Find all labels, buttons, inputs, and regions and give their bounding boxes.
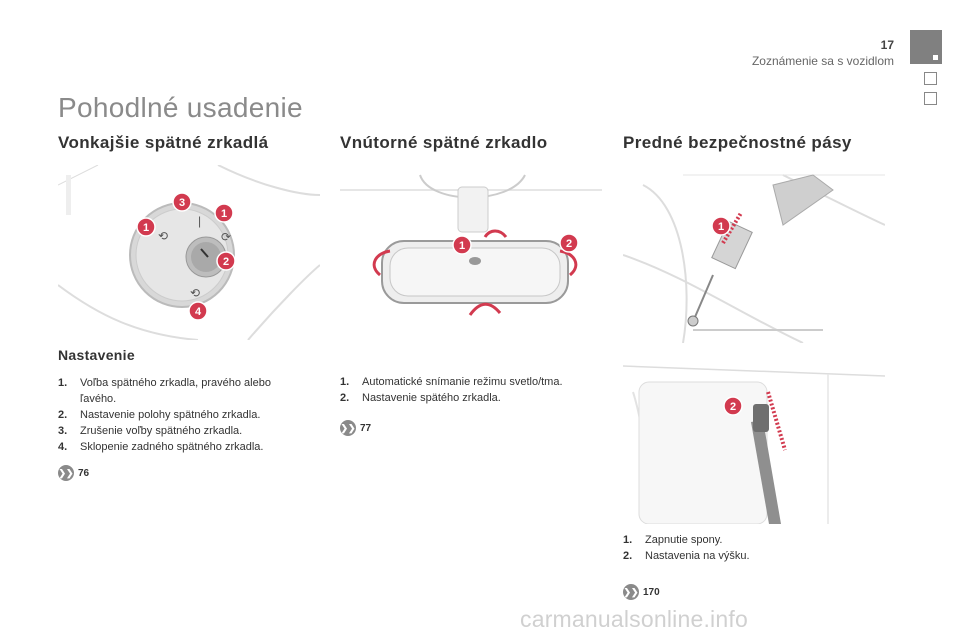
callout-label: 1 (142, 222, 150, 234)
callout-label: 1 (717, 221, 725, 233)
page-reference-link[interactable] (623, 584, 660, 600)
callout-marker (724, 397, 742, 415)
callout-marker (173, 193, 191, 211)
list-item: 1. Automatické snímanie režimu svetlo/tma. (340, 376, 563, 388)
callout-label: 1 (220, 208, 228, 220)
callout-label: 4 (194, 306, 202, 318)
chevron-right-icon: ❯❯ (340, 420, 356, 436)
seat-belts-list (623, 532, 883, 564)
list-item: 3. Zrušenie voľby spätného zrkadla. (58, 425, 243, 437)
callout-marker (217, 252, 235, 270)
chapter-tab (924, 92, 937, 105)
list-item: ľavého. (80, 393, 117, 405)
page-reference-link[interactable] (58, 465, 89, 481)
page-number: 17 (880, 38, 894, 52)
page-reference-number: 76 (78, 467, 90, 479)
outer-mirrors-heading: Vonkajšie spätné zrkadlá (58, 133, 269, 152)
callout-marker (560, 234, 578, 252)
page-title: Pohodlné usadenie (58, 92, 303, 123)
svg-text:|: | (198, 214, 202, 228)
page-reference-number: 170 (643, 586, 660, 598)
inner-mirror-heading: Vnútorné spätné zrkadlo (340, 133, 548, 152)
tab-marker (933, 55, 938, 60)
mirror-control-illustration (58, 165, 320, 340)
settings-subheading: Nastavenie (58, 347, 135, 363)
callout-marker (215, 204, 233, 222)
watermark: carmanualsonline.info (520, 606, 748, 632)
callout-label: 2 (565, 238, 573, 250)
inner-mirror-list (340, 374, 600, 406)
outer-mirrors-list (58, 375, 308, 455)
list-item: 2. Nastavenie spätého zrkadla. (340, 392, 501, 404)
list-item: 1. Zapnutie spony. (623, 534, 723, 546)
seat-belt-buckle-illustration (623, 165, 885, 343)
svg-text:⟲: ⟲ (158, 229, 169, 243)
chapter-tab-active (910, 30, 942, 64)
svg-text:⟳: ⟳ (221, 230, 232, 244)
seat-belt-height-illustration (623, 362, 885, 524)
chevron-right-icon: ❯❯ (623, 584, 639, 600)
list-item: 1. Voľba spätného zrkadla, pravého alebo (58, 377, 271, 389)
callout-label: 3 (178, 197, 186, 209)
chapter-tab (924, 72, 937, 85)
callout-marker (712, 217, 730, 235)
chapter-title: Zoznámenie sa s vozidlom (751, 54, 894, 68)
page-reference-number: 77 (360, 422, 372, 434)
callout-label: 1 (458, 240, 466, 252)
svg-text:⟲: ⟲ (190, 286, 201, 300)
list-item: 2. Nastavenie polohy spätného zrkadla. (58, 409, 261, 421)
interior-mirror-illustration (340, 165, 602, 325)
seat-belts-heading: Predné bezpečnostné pásy (623, 133, 852, 152)
chevron-right-icon: ❯❯ (58, 465, 74, 481)
callout-marker (453, 236, 471, 254)
callout-marker (137, 218, 155, 236)
callout-marker (189, 302, 207, 320)
list-item: 2. Nastavenia na výšku. (623, 550, 750, 562)
page-reference-link[interactable] (340, 420, 371, 436)
list-item: 4. Sklopenie zadného spätného zrkadla. (58, 441, 264, 453)
callout-label: 2 (729, 401, 737, 413)
callout-label: 2 (222, 256, 230, 268)
